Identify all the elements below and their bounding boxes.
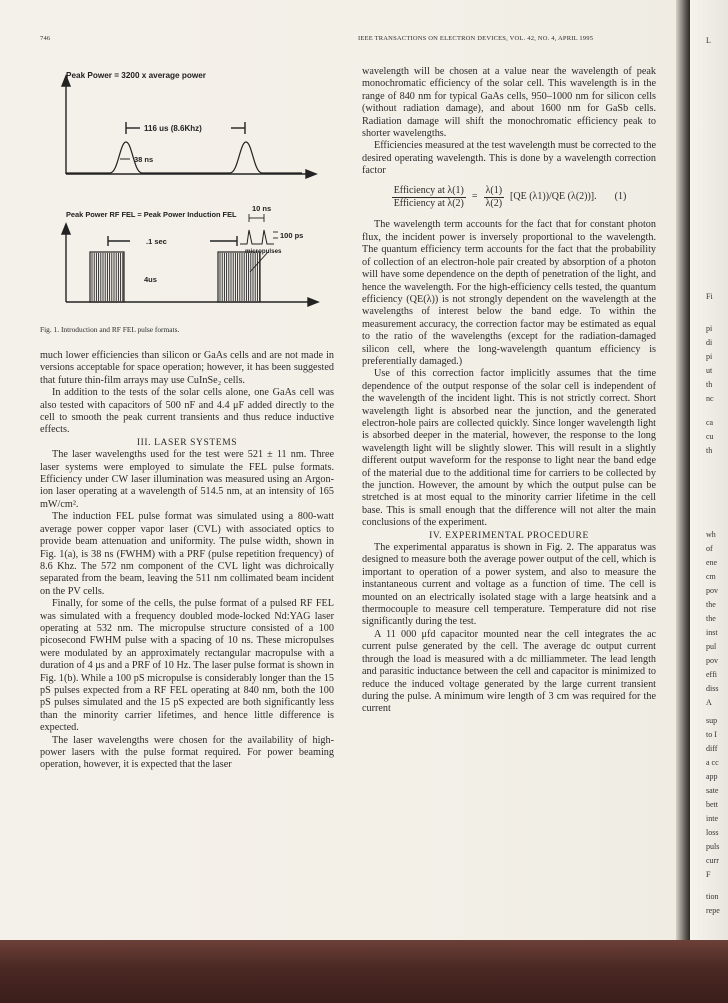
edge-text-fragment: sup [706,716,718,725]
edge-text-fragment: the [706,614,716,623]
fig-bottom-spacing: 10 ns [252,204,272,213]
edge-text-fragment: the [706,600,716,609]
fig-bottom-title: Peak Power RF FEL = Peak Power Induction FEL [66,210,237,219]
edge-text-fragment: tion [706,892,719,901]
macropulse-hatching-1 [92,253,123,301]
fig-bottom-micro-label: micropulses [245,248,282,255]
right-paragraph: The wavelength term accounts for the fact that for constant photon flux, the incident power is inversely proportional to the wavelength. The quantum efficiency term accounts for the fact that the probability of collection of an electron-hole pair created by absorption of a photon will have some dependence on the depth of penetration of the light, and hence the wavelength. For the high-efficiency cells tested, the quantum efficiency (QE(λ)) is not strongly dependent on the wavelength at the wavelengths of interest below the band edge. To within the measurement accuracy, the correction factor may be estimated as equal to the ratio of the wavelengths (except for the radiation-damaged silicon cell, where the long-wavelength quantum efficiency is preferentially damaged.) [362,219,656,367]
section-title-laser: III. LASER SYSTEMS [136,437,238,448]
running-header: IEEE TRANSACTIONS ON ELECTRON DEVICES, VOL. 42, NO. 4, APRIL 1995 [358,35,594,42]
edge-text-fragment: cu [706,432,714,441]
right-paragraph: Efficiencies measured at the test wavelength must be corrected to the desired operating wavelength. This is done by a wavelength correction factor [362,140,656,177]
right-paragraph: Use of this correction factor implicitly assumes that the time dependence of the output response of the solar cell is independent of the wavelength of the incident light. This is not strictly correct. Short wavelength light is absorbed near the junction, and the generated electron-hole pairs are collected quickly. Since longer wavelength light is absorbed deeper in the material, however, the response to the long wavelength light will be slightly slower. This will result in a slightly different output waveform for the response to light near the band edge of the material due to the additional time for carriers to be collected by the junction. However, the amount by which the output pulse can be stretched is at most equal to the minority carrier lifetime in the cell base. This is small enough that the difference will not alter the main conclusions of the experiment. [362,368,656,529]
edge-text-fragment: diff [706,744,718,753]
figure-1 [40,62,340,320]
edge-text-fragment: pov [706,586,718,595]
left-paragraph: The laser wavelengths were chosen for the availability of high-power lasers with the pulse format required. For power beaming operation, however, it is expected that the laser [40,734,334,771]
eq-lhs-den: Efficiency at λ(2) [393,198,464,210]
edge-text-fragment: di [706,338,713,347]
left-paragraph: Finally, for some of the cells, the pulse format of a pulsed RF FEL was simulated with a frequency doubled mode-locked Nd:YAG laser operating at 532 nm. The micropulse structure consisted of a 100 picosecond FWHM pulse with a spacing of 10 ns. These micropulses were modulated by an approximately rectangular macropulse with a duration of 4 μs and a PRF of 10 Hz. The laser pulse format is shown in Fig. 1(b). While a 100 pS micropulse is considerably longer than the 15 pS pulses expected from a RF FEL operating at 840 nm, both the 100 pS pulses simulated and the 15 pS expected are both significantly less than the minority carrier lifetimes, and hence little difference is expected. [40,598,334,734]
left-paragraph: much lower efficiencies than silicon or GaAs cells and are not made in versions acceptable for space operation; however, it has been suggested that future thin-film arrays may use CuInSe₂ cells. [40,350,334,386]
right-paragraph: A 11 000 μfd capacitor mounted near the cell integrates the ac current pulse generated by the cell. The average dc output current through the load is measured with a dc milliammeter. The lead length and parasitic inductance between the cell and capacitor is minimized to reduce the induced voltage generated by the large current transient during the pulse. A minimum wire length of 3 cm was required for the current [362,628,656,715]
edge-text-fragment: pi [706,352,713,361]
edge-text-fragment: ca [706,418,714,427]
right-paragraph: The experimental apparatus is shown in Fig. 2. The apparatus was designed to measure both the average power output of the cell, which is important to operation of a power system, and also to measure the instantaneous current and voltage as a function of time. The cell is mounted on an electrically isolated stage with a large heatsink and a thermocouple to measure cell temperature. Temperature did not rise significantly during the test. [362,542,656,628]
left-column [40,350,334,772]
equation-1 [362,185,656,211]
right-column [362,66,656,716]
edge-text-fragment: inte [706,814,718,823]
edge-text-fragment: F [706,870,711,879]
edge-text-fragment: Fi [706,292,713,301]
fig-top-title: Peak Power = 3200 x average power [66,71,206,80]
edge-text-fragment: A [706,698,712,707]
desk-surface [0,940,728,1003]
fig-top-period: 116 us (8.6Khz) [144,124,202,133]
edge-text-fragment: effi [706,670,717,679]
edge-text-fragment: diss [706,684,719,693]
eq-rhs-den: λ(2) [485,198,503,210]
edge-text-fragment: pi [706,324,713,333]
left-paragraph: In addition to the tests of the solar cells alone, one GaAs cell was also tested with capacitors of 500 nF and 4.4 μF added directly to the cell to smooth the peak current transients and thus reduce inductive effects. [40,387,334,436]
eq-lhs-num: Efficiency at λ(1) [392,185,466,198]
page-number: 746 [40,35,51,42]
edge-text-fragment: ene [706,558,718,567]
edge-text-fragment: repe [706,906,720,915]
next-page-edge [690,0,728,940]
edge-text-fragment: wh [706,530,716,539]
micropulse-inset [240,230,274,244]
edge-text-fragment: th [706,446,713,455]
edge-text-fragment: sate [706,786,719,795]
bottom-x-arrow [308,298,318,306]
edge-text-fragment: th [706,380,713,389]
top-x-arrow [306,170,316,178]
edge-text-fragment: nc [706,394,714,403]
edge-text-fragment: pov [706,656,718,665]
edge-text-fragment: curr [706,856,719,865]
fig-bottom-micro-width: 100 ps [280,231,304,240]
edge-text-fragment: pul [706,642,717,651]
left-paragraph: The laser wavelengths used for the test were 521 ± 11 nm. Three laser systems were employed to simulate the FEL pulse formats. Efficiency under CW laser illumination was measured using an Argon-ion laser operating at a wavelength of 514.5 nm, at an intensity of 165 mW/cm². [40,449,334,510]
edge-text-fragment: to I [706,730,717,739]
edge-text-fragment: cm [706,572,716,581]
fig-top-width: 38 ns [134,155,154,164]
eq-rhs-tail: [QE (λ1))/QE (λ(2))]. [510,191,597,203]
edge-text-fragment: app [706,772,718,781]
fig-bottom-macro: 4us [144,275,157,284]
figure-caption: Fig. 1. Introduction and RF FEL pulse formats. [40,325,180,334]
edge-text-fragment: ut [706,366,713,375]
section-title-procedure: IV. EXPERIMENTAL PROCEDURE [429,530,589,541]
edge-text-fragment: L [706,36,711,45]
edge-text-fragment: loss [706,828,719,837]
edge-text-fragment: a cc [706,758,719,767]
eq-rhs-num: λ(1) [484,185,505,198]
right-paragraph: wavelength will be chosen at a value near the wavelength of peak monochromatic efficiency of the solar cell. This wavelength is in the range of 840 nm for typical GaAs cells, 950–1000 nm for silicon cells (without radiation damage), and about 1600 nm for GaSb cells. Radiation damage will shift the monochromatic efficiency peak to shorter wavelengths. [362,66,656,140]
edge-text-fragment: bett [706,800,718,809]
eq-equals: = [471,191,478,203]
book-gutter [676,0,690,940]
eq-number: (1) [614,191,627,203]
edge-text-fragment: inst [706,628,718,637]
edge-text-fragment: puls [706,842,720,851]
top-pulse-1 [66,142,302,173]
fig-bottom-period: .1 sec [146,237,167,246]
macropulse-hatching-2 [220,253,260,301]
bottom-y-arrow [62,224,70,234]
left-paragraph: The induction FEL pulse format was simulated using a 800-watt average power copper vapor laser (CVL) with associated optics to provide beam attenuation and uniformity. The pulse width, shown in Fig. 1(a), is 38 ns (FWHM) with a PRF (pulse repetition frequency) of 8.6 Khz. The 572 nm component of the CVL light was dichroically separated from the beam, leaving the 511 nm collimated beam incident on the PV cells. [40,511,334,597]
edge-text-fragment: of [706,544,713,553]
